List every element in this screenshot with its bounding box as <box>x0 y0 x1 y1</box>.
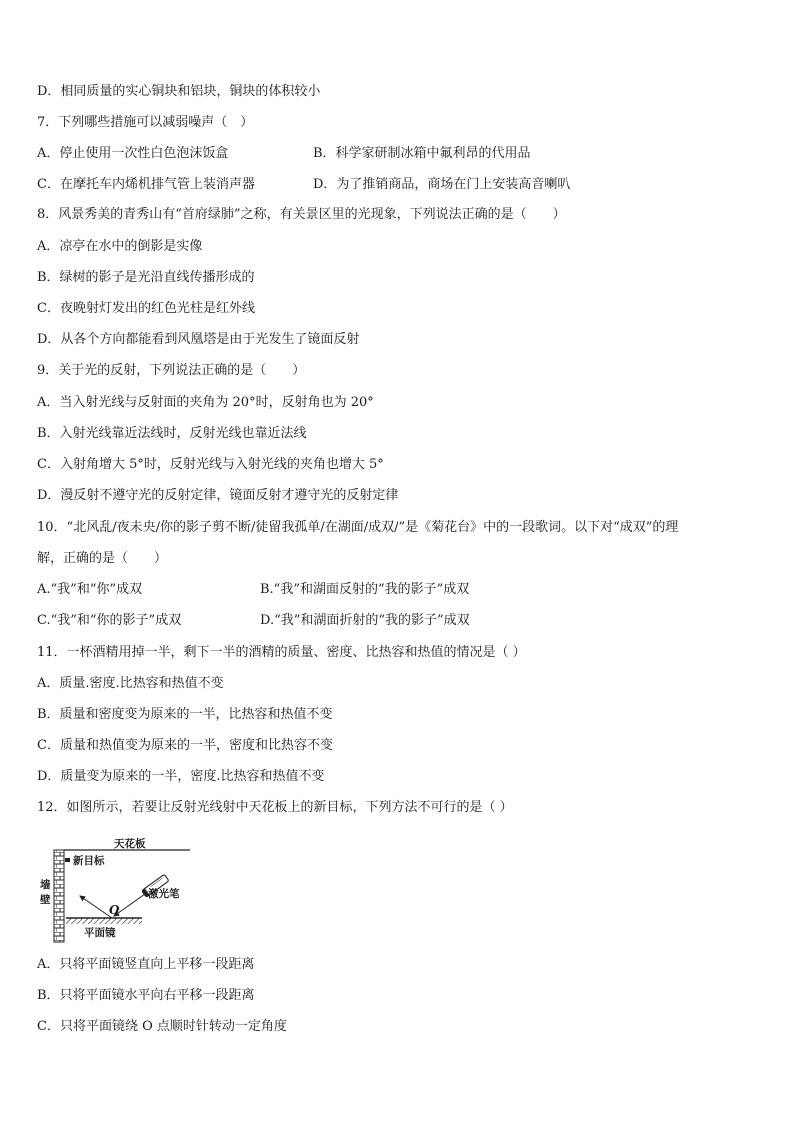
q9-option-b: B．入射光线靠近法线时，反射光线也靠近法线 <box>37 426 307 441</box>
q7-option-b: B．科学家研制冰箱中氟利昂的代用品 <box>313 146 531 161</box>
q10-option-a: A.“我”和“你”成双 <box>37 582 143 597</box>
label-point-o: O <box>109 903 120 917</box>
q6-option-d: D．相同质量的实心铜块和铝块，铜块的体积较小 <box>37 84 321 99</box>
q8-option-d: D．从各个方向都能看到风凰塔是由于光发生了镜面反射 <box>37 332 360 347</box>
q8-option-c: C．夜晚射灯发出的红色光柱是红外线 <box>37 301 255 316</box>
q7-options-row-2 <box>37 175 571 195</box>
q11-option-c: C．质量和热值变为原来的一半，密度和比热容不变 <box>37 738 333 753</box>
reflected-ray <box>80 896 112 918</box>
q8-stem: 8．风景秀美的青秀山有“首府绿肺”之称，有关景区里的光现象，下列说法正确的是（ ） <box>37 207 566 222</box>
q12-option-b: B．只将平面镜水平向右平移一段距离 <box>37 988 255 1003</box>
q10-option-b: B.“我”和湖面反射的“我的影子”成双 <box>260 582 470 597</box>
label-new-target: 新目标 <box>73 855 105 867</box>
q9-stem: 9．关于光的反射，下列说法正确的是（ ） <box>37 363 306 378</box>
q10-option-c: C.“我”和“你的影子”成双 <box>37 613 182 628</box>
mirror-hatching <box>66 918 142 924</box>
new-target-marker <box>65 858 70 862</box>
label-wall-2: 壁 <box>40 894 51 906</box>
q7-stem: 7．下列哪些措施可以减弱噪声（ ） <box>37 115 254 130</box>
q10-option-d: D.“我”和湖面折射的“我的影子”成双 <box>260 613 470 628</box>
q7-option-d: D．为了推销商品，商场在门上安装高音喇叭 <box>313 177 571 192</box>
q12-stem: 12．如图所示，若要让反射光线射中天花板上的新目标，下列方法不可行的是（ ） <box>37 800 513 815</box>
q7-option-c: C．在摩托车内烯机排气管上装消声器 <box>37 177 255 192</box>
q11-option-a: A．质量.密度.比热容和热值不变 <box>37 676 224 691</box>
label-wall-1: 墙 <box>40 879 51 891</box>
q11-option-b: B．质量和密度变为原来的一半，比热容和热值不变 <box>37 707 333 722</box>
q7-options-row-1 <box>37 144 531 164</box>
q8-option-a: A．凉亭在水中的倒影是实像 <box>37 239 203 254</box>
label-ceiling: 天花板 <box>114 838 146 850</box>
label-laser: 激光笔 <box>148 888 180 900</box>
q9-option-d: D．漫反射不遵守光的反射定律，镜面反射才遵守光的反射定律 <box>37 488 399 503</box>
q11-option-d: D．质量变为原来的一半，密度.比热容和热值不变 <box>37 769 325 784</box>
wall <box>54 850 64 942</box>
q10-stem-line-2: 解，正确的是（ ） <box>37 551 168 566</box>
q7-option-a: A．停止使用一次性白色泡沫饭盒 <box>37 146 229 161</box>
q10-options-row-2 <box>37 611 470 631</box>
q11-stem: 11．一杯酒精用掉一半，剩下一半的酒精的质量、密度、比热容和热值的情况是（ ） <box>37 645 526 660</box>
q10-options-row-1 <box>37 580 470 600</box>
label-mirror: 平面镜 <box>84 927 116 939</box>
q9-option-a: A．当入射光线与反射面的夹角为 20°时，反射角也为 20° <box>37 395 374 410</box>
q9-option-c: C．入射角增大 5°时，反射光线与入射光线的夹角也增大 5° <box>37 457 384 472</box>
q12-figure-mirror-diagram <box>40 836 200 948</box>
q8-option-b: B．绿树的影子是光沿直线传播形成的 <box>37 270 255 285</box>
q12-option-c: C．只将平面镜绕 O 点顺时针转动一定角度 <box>37 1019 287 1034</box>
q10-stem-line-1: 10．“北风乱/夜未央/你的影子剪不断/徒留我孤单/在湖面/成双/”是《菊花台》中的一段歌词。以下对“成双”的理 <box>37 520 679 535</box>
q12-option-a: A．只将平面镜竖直向上平移一段距离 <box>37 957 255 972</box>
